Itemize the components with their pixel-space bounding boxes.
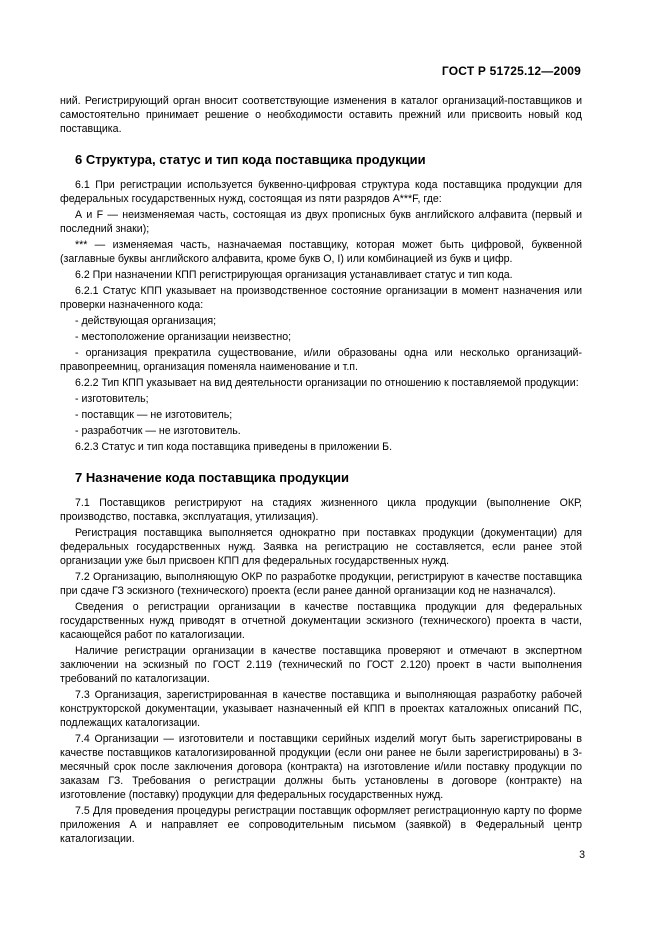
paragraph-7-4: 7.4 Организации — изготовители и поставщики серийных изделий могут быть зарегистрированы в качестве поставщиков каталогизированной продукции (если они ранее не были зарегистрированы) в 3-месячный срок после заключения договора (контракта) на изготовление и/или поставку продукции по заказам ГЗ. Требования о регистрации должны быть установлены в договоре (контракте) на изготовление (поставку) продукции для федеральных государственных нужд. (60, 733, 582, 801)
document-body (60, 94, 582, 848)
paragraph-6-2-3: 6.2.3 Статус и тип кода поставщика приведены в приложении Б. (75, 441, 393, 453)
paragraph-7-2-c: Наличие регистрации организации в качестве поставщика проверяют и отмечают в экспертном заключении на эскизный по ГОСТ 2.119 (технический по ГОСТ 2.120) проект в части выполнения требований по каталогизации. (60, 645, 582, 685)
paragraph-7-1: 7.1 Поставщиков регистрируют на стадиях жизненного цикла продукции (выполнение ОКР, производство, поставка, эксплуатация, утилизация). (60, 497, 582, 523)
list-item-status-ceased: - организация прекратила существование, и/или образованы одна или несколько организаций-правопреемниц, организация поменяла наименование и т.п. (60, 347, 582, 373)
paragraph-6-2-2: 6.2.2 Тип КПП указывает на вид деятельности организации по отношению к поставляемой продукции: (75, 377, 579, 389)
intro-paragraph: ний. Регистрирующий орган вносит соответствующие изменения в каталог организаций-поставщиков и самостоятельно принимает решение о необходимости оставить прежний или присвоить новый код поставщика. (60, 95, 582, 135)
paragraph-7-1-b: Регистрация поставщика выполняется однократно при поставках продукции (документации) для федеральных государственных нужд. Заявка на регистрацию не составляется, если ранее этой организации уже был присвоен КПП для федеральных государственных нужд. (60, 527, 582, 567)
list-item-status-active: - действующая организация; (75, 315, 217, 327)
paragraph-6-1-b: *** — изменяемая часть, назначаемая поставщику, которая может быть цифровой, буквенной (заглавные буквы английского алфавита, кроме букв О, I) или комбинацией из букв и цифр. (60, 239, 582, 265)
paragraph-6-1-a: А и F — неизменяемая часть, состоящая из двух прописных букв английского алфавита (первый и последний знаки); (60, 209, 582, 235)
section-7-heading: 7 Назначение кода поставщика продукции (75, 470, 349, 485)
page-number: 3 (579, 849, 585, 861)
list-item-type-manufacturer: - изготовитель; (75, 393, 149, 405)
list-item-status-unknown: - местоположение организации неизвестно; (75, 331, 292, 343)
paragraph-6-1: 6.1 При регистрации используется буквенно-цифровая структура кода поставщика продукции для федеральных государственных нужд, состоящая из пяти разрядов А***F, где: (60, 179, 582, 205)
paragraph-7-5: 7.5 Для проведения процедуры регистрации поставщик оформляет регистрационную карту по форме приложения А и направляет ее сопроводительным письмом (заявкой) в Федеральный центр каталогизации. (60, 805, 582, 845)
document-code-header: ГОСТ Р 51725.12—2009 (441, 64, 581, 78)
paragraph-6-2: 6.2 При назначении КПП регистрирующая организация устанавливает статус и тип кода. (75, 269, 513, 281)
section-6-heading: 6 Структура, статус и тип кода поставщика продукции (75, 152, 426, 167)
list-item-type-developer: - разработчик — не изготовитель. (75, 425, 241, 437)
paragraph-6-2-1: 6.2.1 Статус КПП указывает на производственное состояние организации в момент назначения или проверки назначенного кода: (60, 285, 582, 311)
list-item-type-supplier: - поставщик — не изготовитель; (75, 409, 233, 421)
paragraph-7-2-b: Сведения о регистрации организации в качестве поставщика продукции для федеральных государственных нужд приводят в отчетной документации эскизного (технического) проекта в части, касающейся работ по каталогизации. (60, 601, 582, 641)
paragraph-7-3: 7.3 Организация, зарегистрированная в качестве поставщика и выполняющая разработку рабочей конструкторской документации, указывает назначенный ей КПП в проектах каталожных описаний ПС, подлежащих каталогизации. (60, 689, 582, 729)
paragraph-7-2: 7.2 Организацию, выполняющую ОКР по разработке продукции, регистрируют в качестве поставщика при сдаче ГЗ эскизного (технического) проекта (если ранее данной организации код не назначался). (60, 571, 582, 597)
